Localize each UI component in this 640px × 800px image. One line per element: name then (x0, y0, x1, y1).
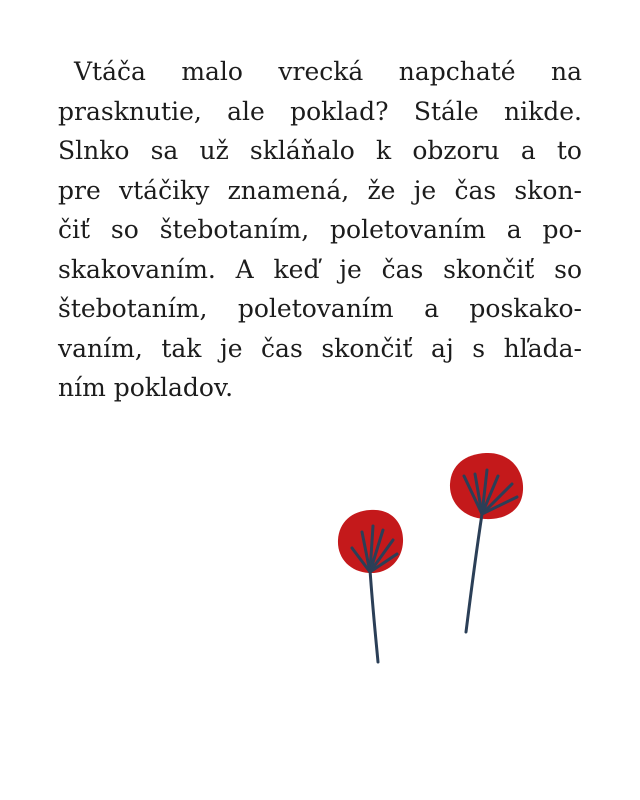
left-flower (338, 510, 403, 662)
text-line: pre vtáčiky znamená, že je čas skon- (58, 175, 582, 205)
text-line: Vtáča malo vrecká napchaté na (74, 57, 582, 86)
text-line: ním pokladov. (58, 373, 234, 402)
right-flower (450, 453, 523, 632)
text-line: čiť so štebotaním, poletovaním a po- (58, 215, 582, 244)
text-line: skakovaním. A keď je čas skončiť so (58, 254, 582, 284)
text-line: prasknutie, ale poklad? Stále nikde. (58, 96, 582, 126)
text-line: vaním, tak je čas skončiť aj s hľada- (58, 333, 582, 363)
text-line: Slnko sa už skláňalo k obzoru a to (58, 136, 582, 165)
text-line: štebotaním, poletovaním a poskako- (58, 294, 582, 323)
